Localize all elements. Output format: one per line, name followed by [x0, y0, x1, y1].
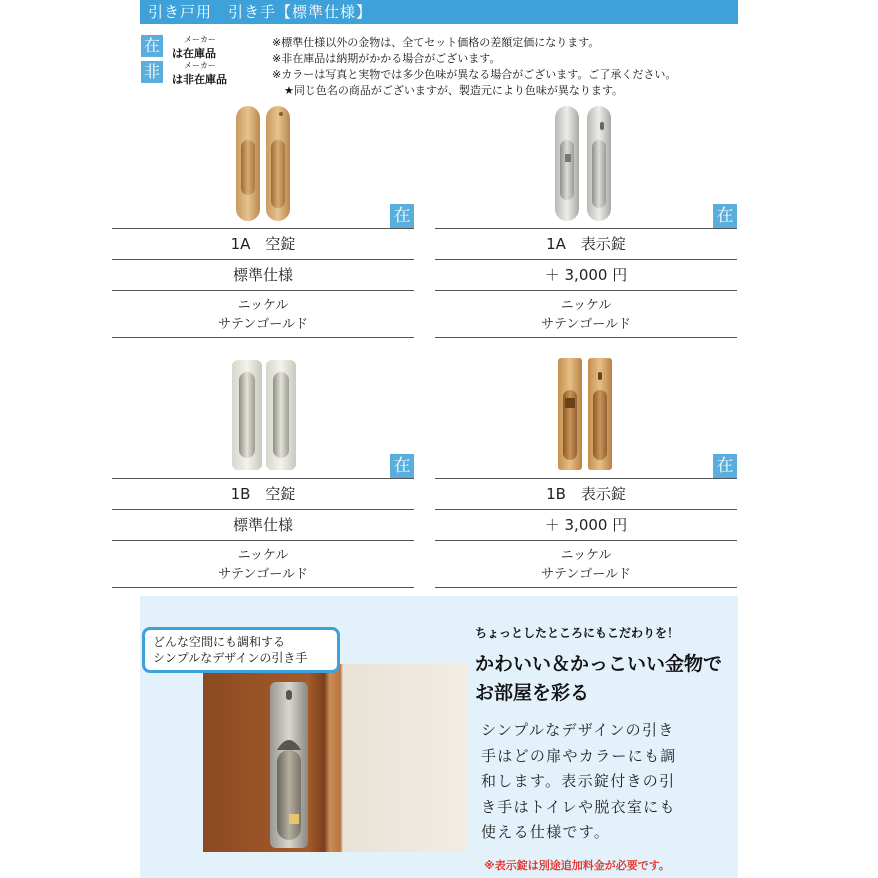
- product-name: 1A 空錠: [112, 228, 414, 259]
- handle-image: [435, 100, 737, 228]
- promo-title-line: かわいい＆かっこいい金物で: [475, 653, 723, 675]
- color-option: サテンゴールド: [217, 567, 309, 582]
- product-colors: [112, 290, 414, 338]
- product-price: 標準仕様: [112, 259, 414, 290]
- product-colors: [435, 540, 737, 588]
- note: ※カラーは写真と実物では多少色味が異なる場合がございます。ご了承ください。: [272, 68, 677, 81]
- note: ★同じ色名の商品がございますが、製造元により色味が異なります。: [284, 84, 623, 97]
- color-option: サテンゴールド: [540, 567, 632, 582]
- in-stock-badge: 在: [713, 454, 737, 478]
- note: ※標準仕様以外の金物は、全てセット価格の差額定価になります。: [272, 36, 600, 49]
- product-price: ＋ 3,000 円: [435, 509, 737, 540]
- door-handle-photo: [203, 664, 467, 852]
- product-card: [112, 350, 414, 588]
- legend-maker-label: メーカー: [184, 35, 216, 44]
- color-option: サテンゴールド: [540, 317, 632, 332]
- product-photo: [435, 100, 737, 228]
- legend-out-of-stock-label: は非在庫品: [172, 73, 227, 86]
- promo-body-line: 手はどの扉やカラーにも調: [481, 746, 677, 765]
- product-name: 1B 空錠: [112, 478, 414, 509]
- product-photo: [435, 350, 737, 478]
- promo-body-line: 使える仕様です。: [481, 823, 611, 841]
- legend-in-stock-label: は在庫品: [172, 47, 216, 60]
- color-option: ニッケル: [237, 548, 289, 563]
- speech-bubble: [142, 627, 340, 673]
- bubble-line: シンプルなデザインの引き手: [153, 651, 308, 665]
- note: ※非在庫品は納期がかかる場合がございます。: [272, 52, 501, 65]
- product-name: 1A 表示錠: [435, 228, 737, 259]
- in-stock-badge: 在: [713, 204, 737, 228]
- handle-image: [435, 350, 737, 478]
- promo-body-line: 和します。表示錠付きの引: [481, 772, 676, 790]
- handle-image: [112, 100, 414, 228]
- product-photo: [112, 350, 414, 478]
- promo-title-line: お部屋を彩る: [475, 682, 590, 704]
- legend-maker-label: メーカー: [184, 61, 216, 70]
- in-stock-badge: 在: [390, 204, 414, 228]
- promo-body-line: き手はトイレや脱衣室にも: [481, 797, 676, 816]
- color-option: ニッケル: [560, 298, 612, 313]
- door-handle-illustration: [203, 664, 467, 852]
- color-option: ニッケル: [560, 548, 612, 563]
- promo-subtitle: ちょっとしたところにもこだわりを！: [475, 626, 680, 640]
- product-colors: [112, 540, 414, 588]
- out-of-stock-badge: 非: [141, 61, 163, 83]
- product-colors: [435, 290, 737, 338]
- handle-image: [112, 350, 414, 478]
- promo-body: [481, 718, 677, 846]
- product-name: 1B 表示錠: [435, 478, 737, 509]
- product-card: [435, 350, 737, 588]
- color-option: ニッケル: [237, 298, 289, 313]
- promo-body-line: シンプルなデザインの引き: [481, 721, 675, 739]
- in-stock-badge: 在: [141, 35, 163, 57]
- promo-note: ※表示錠は別途追加料金が必要です。: [484, 859, 670, 872]
- product-price: 標準仕様: [112, 509, 414, 540]
- product-price: ＋ 3,000 円: [435, 259, 737, 290]
- product-photo: [112, 100, 414, 228]
- bubble-line: どんな空間にも調和する: [153, 635, 286, 649]
- product-card: [112, 100, 414, 338]
- promo-title: [475, 650, 722, 708]
- in-stock-badge: 在: [390, 454, 414, 478]
- page-header: 引き戸用 引き手【標準仕様】: [140, 0, 738, 24]
- color-option: サテンゴールド: [217, 317, 309, 332]
- product-card: [435, 100, 737, 338]
- notes: [272, 35, 676, 99]
